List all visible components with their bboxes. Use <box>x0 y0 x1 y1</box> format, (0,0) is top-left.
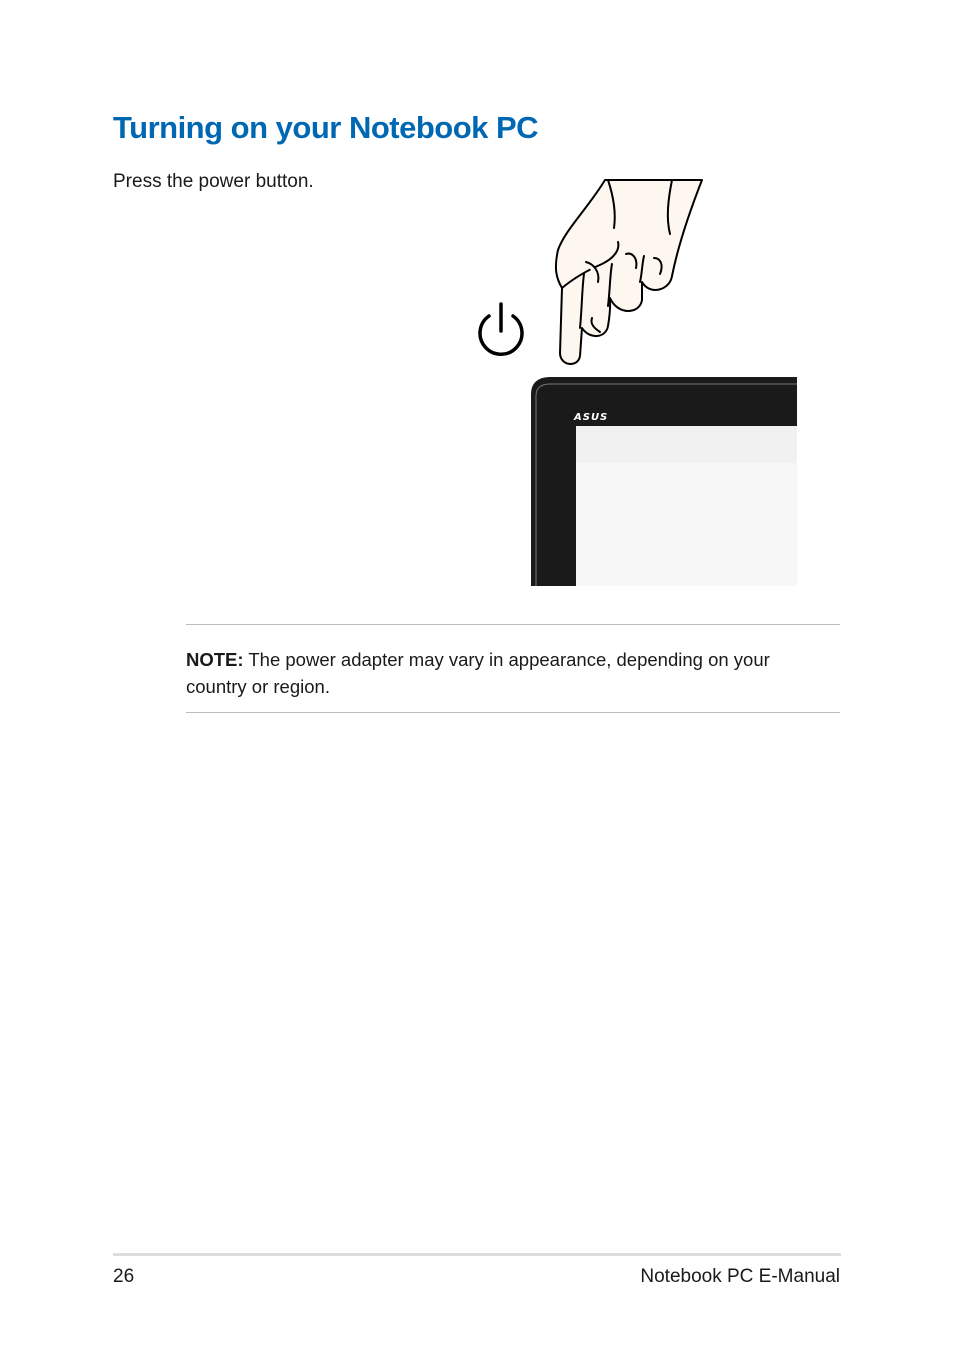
page-number: 26 <box>113 1266 135 1287</box>
hand-pressing-icon <box>556 180 702 364</box>
note-line-1: The power adapter may vary in appearance, depending on your <box>243 649 770 670</box>
note-label: NOTE: <box>186 649 244 670</box>
manual-title: Notebook PC E-Manual <box>640 1266 840 1287</box>
note-text <box>186 646 840 700</box>
footer-divider <box>113 1253 841 1256</box>
page-title: Turning on your Notebook PC <box>113 110 539 145</box>
notebook-corner <box>531 377 797 586</box>
instruction-text: Press the power button. <box>113 171 314 192</box>
note-block <box>186 624 840 713</box>
power-on-illustration <box>470 178 800 588</box>
note-line-2: country or region. <box>186 676 330 697</box>
asus-logo: ASUS <box>574 412 609 423</box>
power-icon <box>480 304 522 354</box>
